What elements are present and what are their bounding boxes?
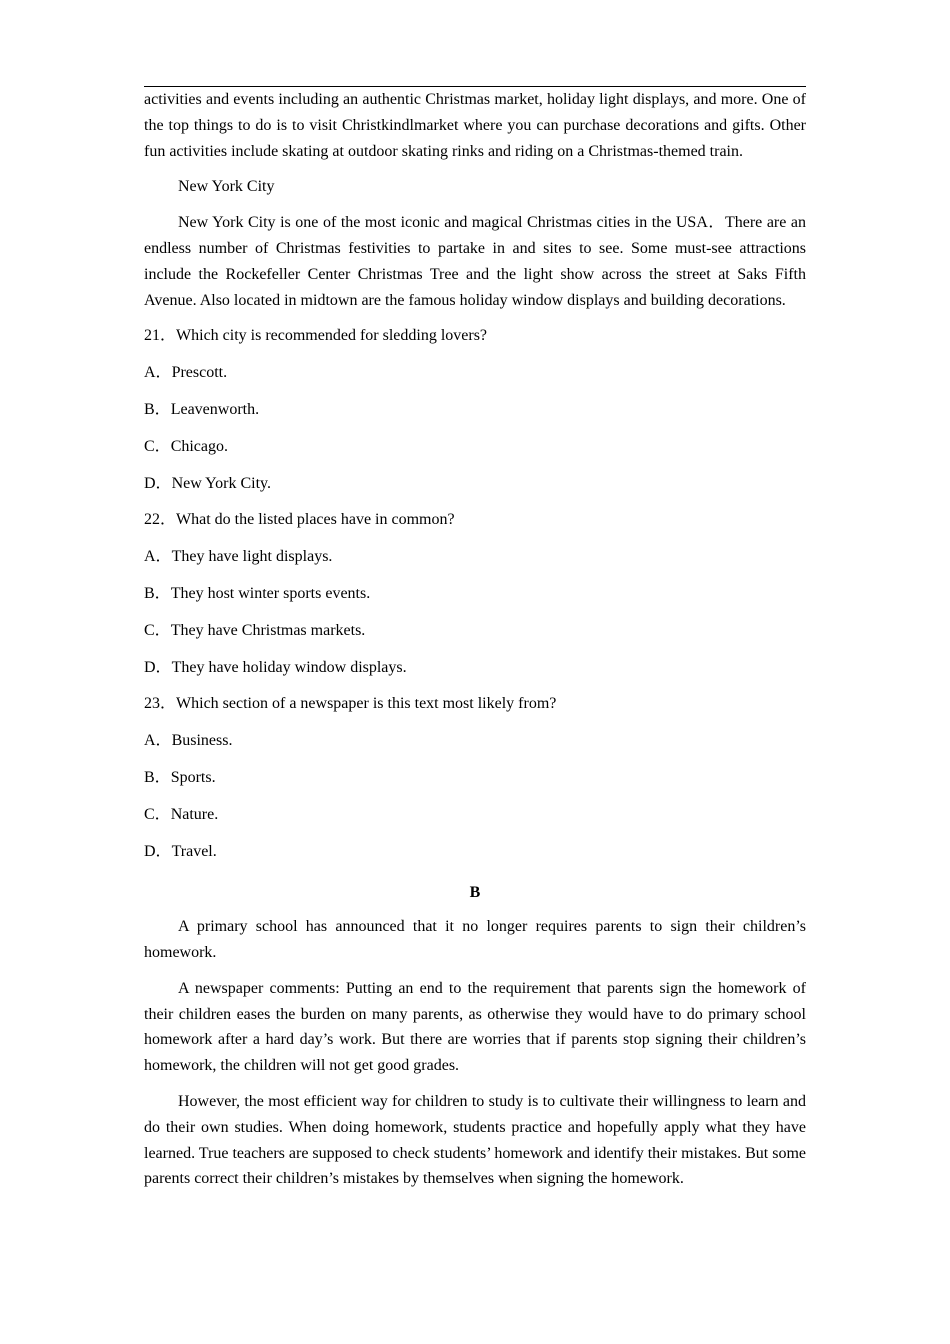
passage-a-continuation: activities and events including an authentic Christmas market, holiday light displays, and more. One of the top things to do is to visit Christkindlmarket where you can purchase decorations and gifts. Other fun activities include skating at outdoor skating rinks and riding on a Christmas-themed train. <box>144 91 806 160</box>
option-letter: C． <box>144 621 171 639</box>
option-letter: B． <box>144 400 171 418</box>
option-d <box>144 655 806 681</box>
option-a <box>144 728 806 754</box>
option-letter: D． <box>144 842 172 860</box>
section-b-label: B <box>469 884 481 902</box>
option-text: Nature. <box>170 805 219 823</box>
option-letter: B． <box>144 768 171 786</box>
document-page <box>144 86 806 1202</box>
option-text: New York City. <box>171 474 271 492</box>
option-text: They have holiday window displays. <box>171 658 407 676</box>
option-b <box>144 397 806 423</box>
question-number: 21． <box>144 327 177 345</box>
option-text: Travel. <box>171 842 217 860</box>
passage-b-paragraph-2: A newspaper comments: Putting an end to the requirement that parents sign the homework of their children eases the burden on many parents, as otherwise they would have to do primary school homework after a hard day’s work. But there are worries that if parents stop signing their children’s homework, the children will not get good grades. <box>144 979 806 1075</box>
passage-b-paragraph-3: However, the most efficient way for children to study is to cultivate their willingness to learn and do their own studies. When doing homework, students practice and hopefully apply what they have learned. True teachers are supposed to check students’ homework and identify their mistakes. But some parents correct their children’s mistakes by themselves when signing the homework. <box>144 1092 806 1188</box>
option-text: They have light displays. <box>171 548 333 566</box>
option-letter: B． <box>144 584 171 602</box>
question-number: 22． <box>144 511 177 529</box>
question-text: Which city is recommended for sledding lovers? <box>176 327 488 345</box>
question-text: Which section of a newspaper is this text most likely from? <box>176 695 557 713</box>
option-letter: D． <box>144 658 172 676</box>
option-letter: A． <box>144 732 172 750</box>
question-text: What do the listed places have in common? <box>176 511 455 529</box>
question-number: 23． <box>144 695 177 713</box>
question-stem <box>144 323 806 349</box>
passage-b-paragraph-1: A primary school has announced that it no longer requires parents to sign their children’s homework. <box>144 918 806 961</box>
option-letter: C． <box>144 805 171 823</box>
option-text: Leavenworth. <box>170 400 260 418</box>
nyc-paragraph: New York City is one of the most iconic and magical Christmas cities in the USA．There are an endless number of Christmas festivities to partake in and sites to see. Some must-see attractions include the Rockefeller Center Christmas Tree and the light show across the street at Saks Fifth Avenue. Also located in midtown are the famous holiday window displays and building decorations. <box>144 214 806 309</box>
option-text: They host winter sports events. <box>170 584 371 602</box>
option-text: Business. <box>171 732 233 750</box>
option-b <box>144 765 806 791</box>
question-23 <box>144 691 806 864</box>
option-letter: C． <box>144 437 171 455</box>
option-c <box>144 618 806 644</box>
question-22 <box>144 507 806 680</box>
option-c <box>144 802 806 828</box>
option-d <box>144 839 806 865</box>
option-a <box>144 360 806 386</box>
option-d <box>144 471 806 497</box>
option-text: Chicago. <box>170 437 229 455</box>
option-letter: D． <box>144 474 172 492</box>
option-letter: A． <box>144 364 172 382</box>
option-b <box>144 581 806 607</box>
option-text: Sports. <box>170 768 216 786</box>
question-stem <box>144 507 806 533</box>
option-c <box>144 434 806 460</box>
option-text: Prescott. <box>171 364 228 382</box>
option-letter: A． <box>144 548 172 566</box>
nyc-heading: New York City <box>178 178 275 196</box>
option-text: They have Christmas markets. <box>170 621 366 639</box>
option-a <box>144 544 806 570</box>
question-21 <box>144 323 806 496</box>
question-stem <box>144 691 806 717</box>
